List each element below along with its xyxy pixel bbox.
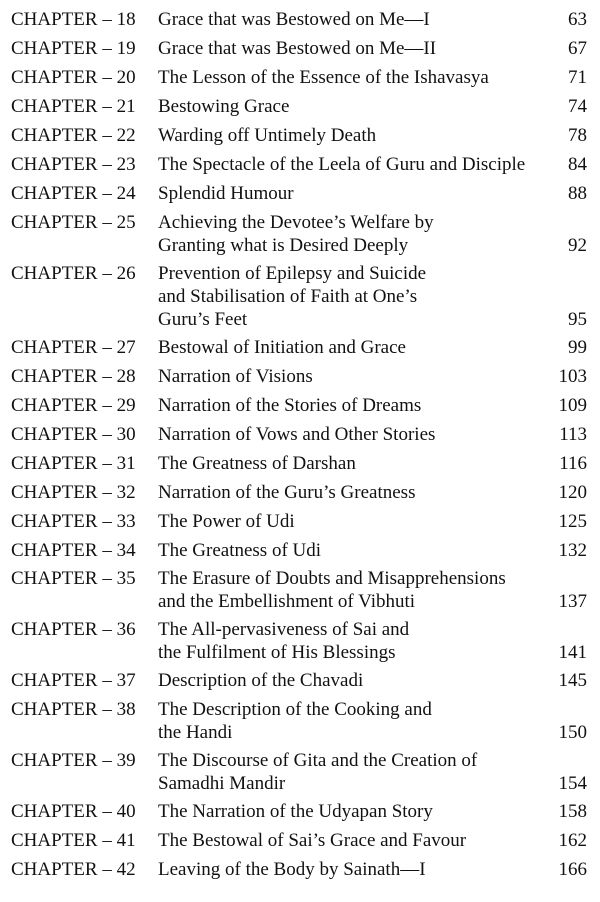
page-number: 109 xyxy=(558,395,587,416)
page-number: 158 xyxy=(558,801,587,822)
chapter-number: CHAPTER – 37 xyxy=(11,670,136,691)
chapter-number: CHAPTER – 18 xyxy=(11,9,136,30)
chapter-number: CHAPTER – 30 xyxy=(11,424,136,445)
chapter-number: CHAPTER – 35 xyxy=(11,568,136,589)
chapter-title: The Description of the Cooking and the Handi xyxy=(158,699,432,743)
chapter-number: CHAPTER – 36 xyxy=(11,619,136,640)
chapter-title: The Erasure of Doubts and Misapprehensions and the Embellishment of Vibhuti xyxy=(158,568,506,612)
page-number: 120 xyxy=(558,482,587,503)
page-number: 141 xyxy=(558,642,587,663)
chapter-title: Bestowal of Initiation and Grace xyxy=(158,337,406,358)
page-number: 162 xyxy=(558,830,587,851)
chapter-title: The Discourse of Gita and the Creation of Samadhi Mandir xyxy=(158,750,478,794)
page-number: 116 xyxy=(559,453,587,474)
chapter-number: CHAPTER – 23 xyxy=(11,154,136,175)
chapter-number: CHAPTER – 20 xyxy=(11,67,136,88)
chapter-number: CHAPTER – 29 xyxy=(11,395,136,416)
chapter-number: CHAPTER – 24 xyxy=(11,183,136,204)
page-number: 84 xyxy=(568,154,587,175)
page-number: 95 xyxy=(568,309,587,330)
chapter-number: CHAPTER – 38 xyxy=(11,699,136,720)
page-number: 166 xyxy=(558,859,587,880)
page-number: 154 xyxy=(558,773,587,794)
chapter-title: Splendid Humour xyxy=(158,183,294,204)
page-number: 150 xyxy=(558,722,587,743)
chapter-title: Narration of the Guru’s Greatness xyxy=(158,482,416,503)
chapter-number: CHAPTER – 19 xyxy=(11,38,136,59)
page-number: 74 xyxy=(568,96,587,117)
chapter-title: The Narration of the Udyapan Story xyxy=(158,801,433,822)
page-number: 145 xyxy=(558,670,587,691)
page-number: 125 xyxy=(558,511,587,532)
page-number: 71 xyxy=(568,67,587,88)
chapter-title: Narration of Vows and Other Stories xyxy=(158,424,436,445)
page-number: 103 xyxy=(558,366,587,387)
chapter-number: CHAPTER – 32 xyxy=(11,482,136,503)
chapter-title: The Greatness of Udi xyxy=(158,540,322,561)
chapter-number: CHAPTER – 21 xyxy=(11,96,136,117)
page-number: 67 xyxy=(568,38,587,59)
chapter-title: Leaving of the Body by Sainath—I xyxy=(158,859,426,880)
chapter-title: The All-pervasiveness of Sai and the Fulfilment of His Blessings xyxy=(158,619,410,663)
page-number: 92 xyxy=(568,235,587,256)
chapter-number: CHAPTER – 28 xyxy=(11,366,136,387)
chapter-title: Narration of the Stories of Dreams xyxy=(158,395,422,416)
page-number: 63 xyxy=(568,9,587,30)
chapter-title: Prevention of Epilepsy and Suicide and Stabilisation of Faith at One’s Guru’s Feet xyxy=(158,263,427,330)
chapter-title: The Greatness of Darshan xyxy=(158,453,356,474)
page-number: 78 xyxy=(568,125,587,146)
chapter-number: CHAPTER – 25 xyxy=(11,212,136,233)
chapter-number: CHAPTER – 42 xyxy=(11,859,136,880)
chapter-number: CHAPTER – 27 xyxy=(11,337,136,358)
chapter-title: Warding off Untimely Death xyxy=(158,125,377,146)
chapter-number: CHAPTER – 26 xyxy=(11,263,136,284)
chapter-title: The Power of Udi xyxy=(158,511,295,532)
chapter-title: Grace that was Bestowed on Me—I xyxy=(158,9,430,30)
chapter-number: CHAPTER – 31 xyxy=(11,453,136,474)
chapter-number: CHAPTER – 39 xyxy=(11,750,136,771)
page-number: 88 xyxy=(568,183,587,204)
chapter-title: The Lesson of the Essence of the Ishavasya xyxy=(158,67,489,88)
chapter-title: Grace that was Bestowed on Me—II xyxy=(158,38,437,59)
chapter-number: CHAPTER – 40 xyxy=(11,801,136,822)
chapter-number: CHAPTER – 34 xyxy=(11,540,136,561)
chapter-title: The Spectacle of the Leela of Guru and Disciple xyxy=(158,154,526,175)
chapter-title: Bestowing Grace xyxy=(158,96,290,117)
chapter-title: The Bestowal of Sai’s Grace and Favour xyxy=(158,830,467,851)
page-number: 99 xyxy=(568,337,587,358)
chapter-number: CHAPTER – 41 xyxy=(11,830,136,851)
page-number: 132 xyxy=(558,540,587,561)
chapter-number: CHAPTER – 22 xyxy=(11,125,136,146)
chapter-number: CHAPTER – 33 xyxy=(11,511,136,532)
page-number: 137 xyxy=(558,591,587,612)
chapter-title: Description of the Chavadi xyxy=(158,670,364,691)
page-number: 113 xyxy=(559,424,587,445)
chapter-title: Narration of Visions xyxy=(158,366,313,387)
chapter-title: Achieving the Devotee’s Welfare by Granting what is Desired Deeply xyxy=(158,212,434,256)
